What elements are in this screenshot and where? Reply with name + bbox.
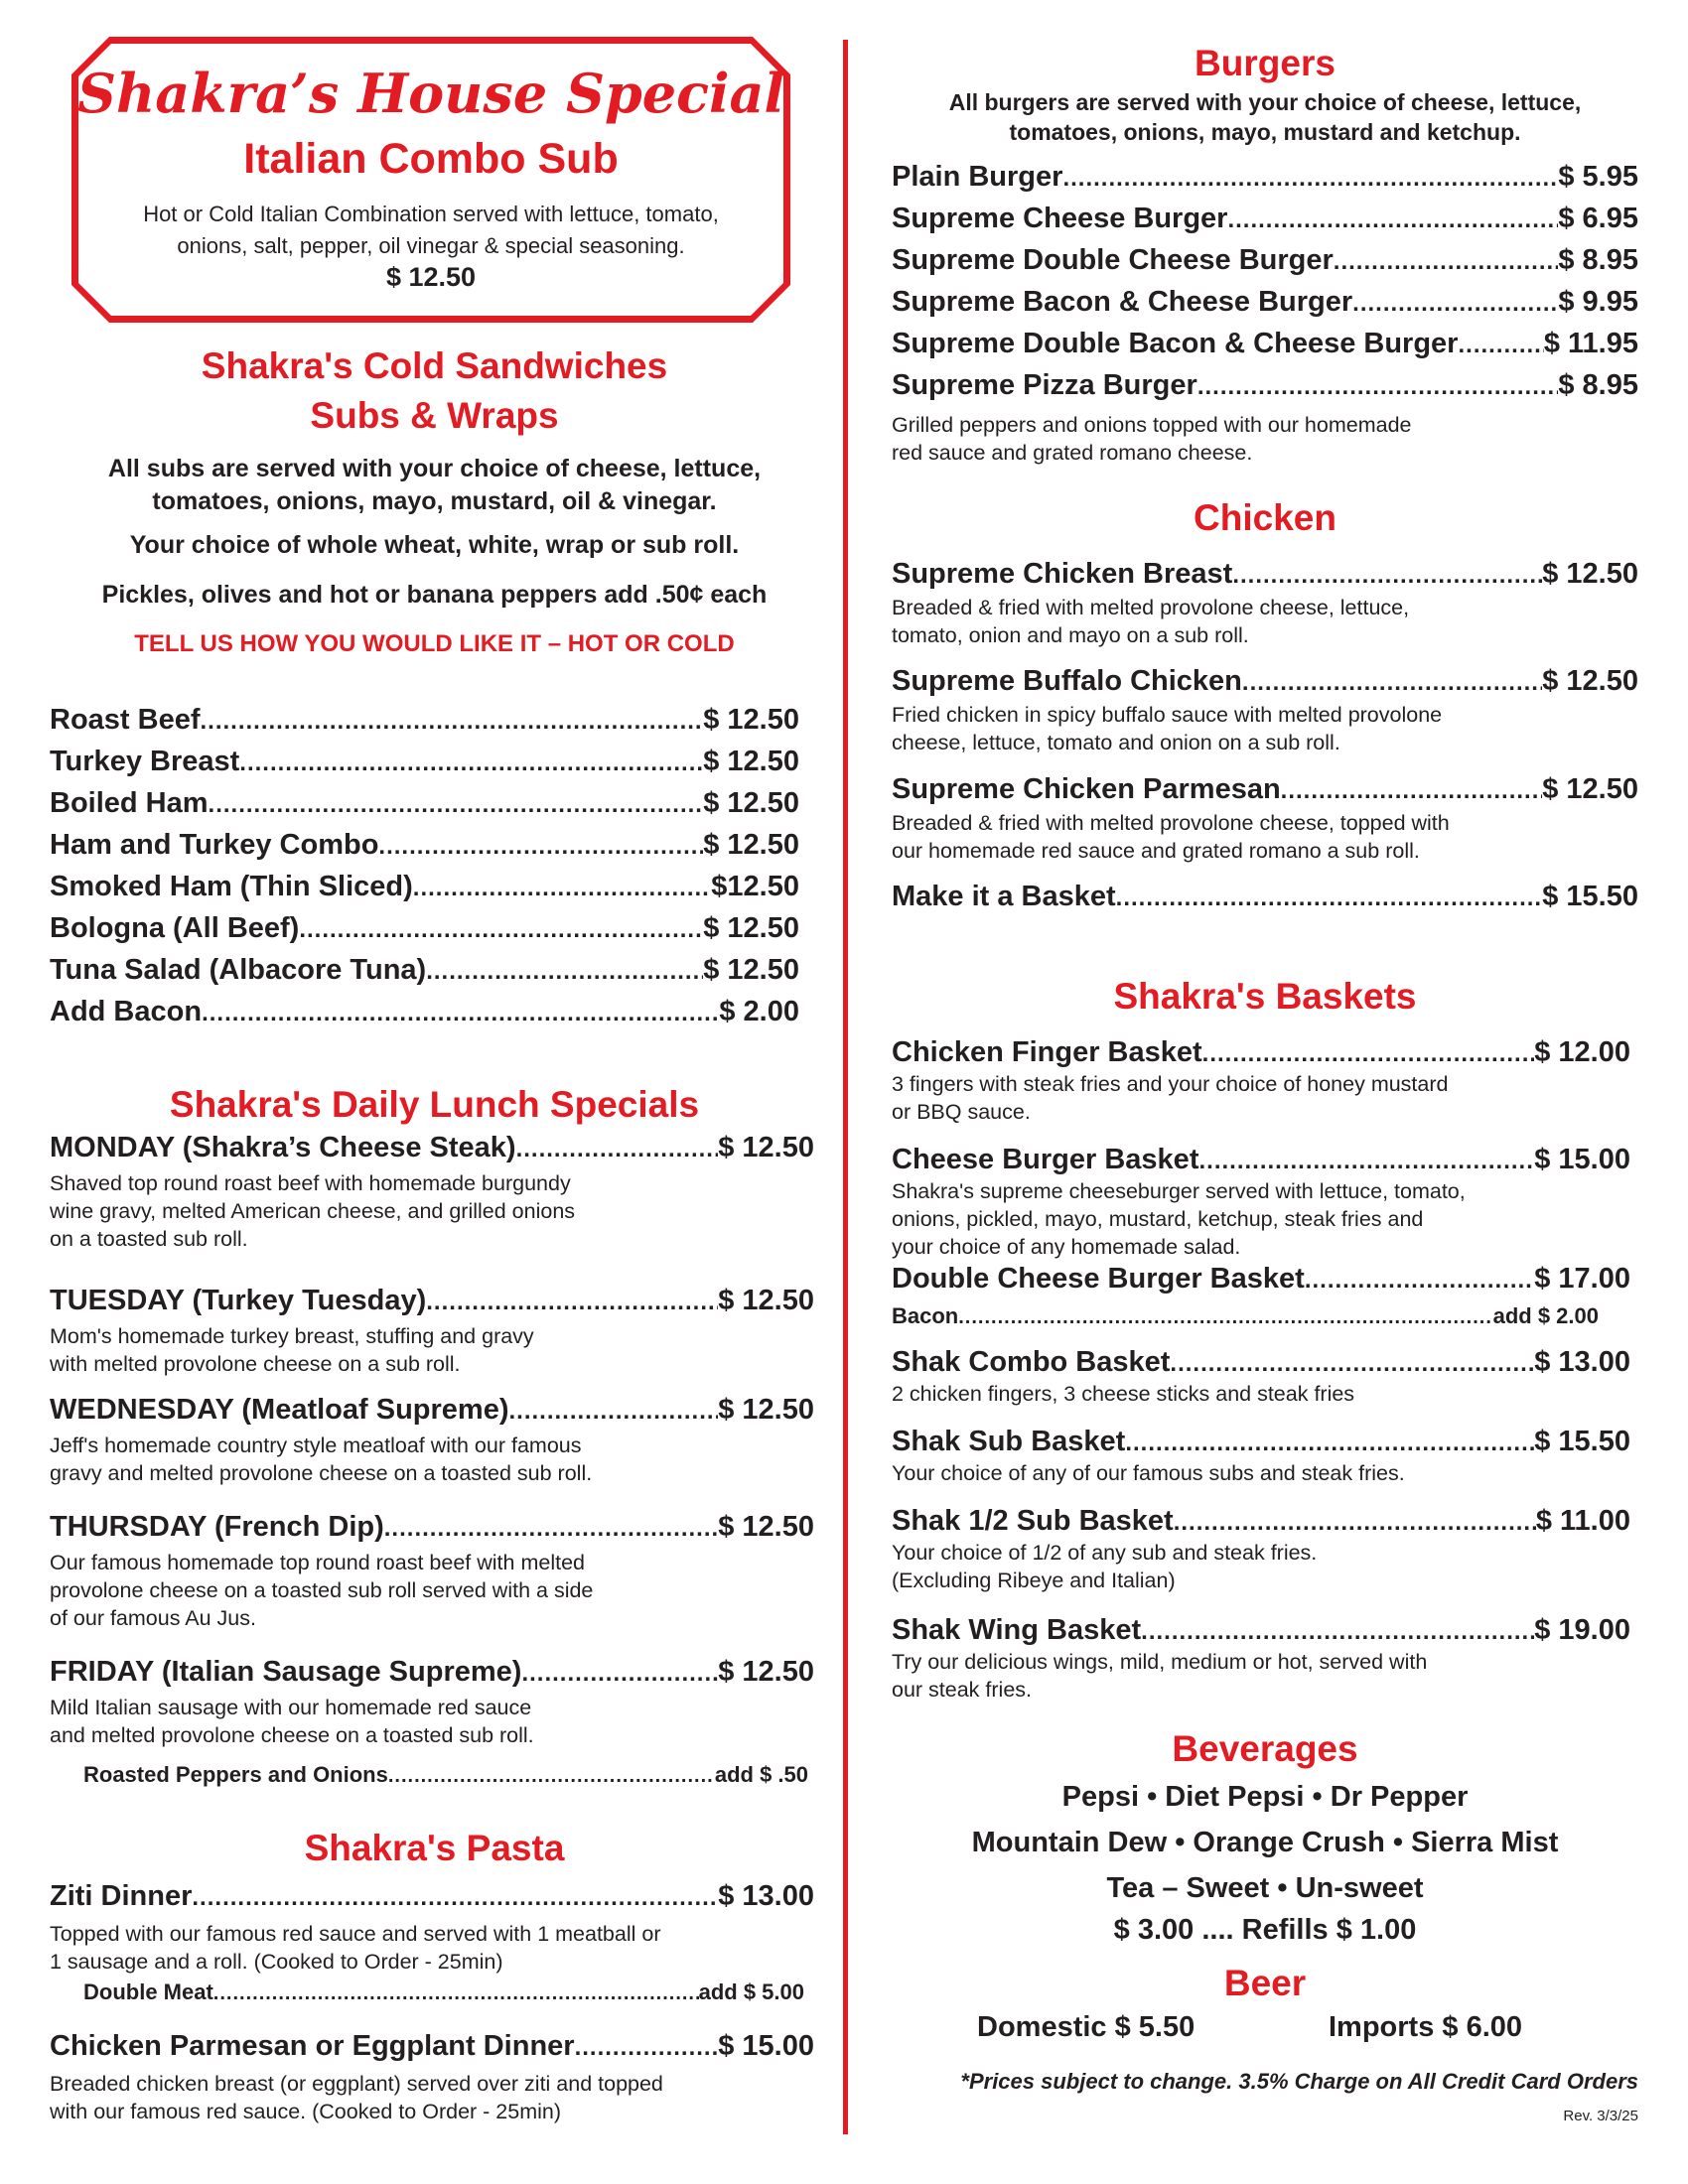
chicken-item-description: Breaded & fried with melted provolone cheese, topped with our homemade red sauce and grated romano a sub roll. bbox=[892, 811, 1450, 863]
cold-sandwiches-title: Shakra's Cold Sandwiches bbox=[201, 345, 668, 386]
beverages-line-sodas: Pepsi • Diet Pepsi • Dr Pepper bbox=[1061, 1781, 1469, 1813]
item-name: THURSDAY (French Dip) bbox=[50, 1511, 384, 1543]
item-name: Supreme Chicken Breast bbox=[892, 558, 1233, 590]
item-name: Boiled Ham bbox=[50, 787, 209, 819]
revision-date: Rev. 3/3/25 bbox=[1563, 2108, 1638, 2124]
item-price: $12.50 bbox=[711, 871, 799, 902]
item-price: $ 6.95 bbox=[1558, 203, 1638, 234]
item-price: $ 8.95 bbox=[1558, 244, 1638, 276]
roasted-peppers-addon bbox=[83, 1759, 808, 1791]
hot-or-cold-note: TELL US HOW YOU WOULD LIKE IT – HOT OR COLD bbox=[134, 630, 735, 657]
item-name: Supreme Buffalo Chicken bbox=[892, 665, 1242, 697]
item-name: FRIDAY (Italian Sausage Supreme) bbox=[50, 1656, 522, 1688]
menu-item-burger bbox=[892, 282, 1638, 322]
burgers-title: Burgers bbox=[1195, 43, 1336, 83]
item-price: $ 12.50 bbox=[703, 954, 799, 986]
item-price: $ 12.50 bbox=[703, 746, 799, 777]
menu-item-basket bbox=[892, 1342, 1630, 1382]
item-price: $ 11.00 bbox=[1535, 1505, 1630, 1537]
item-name: Roast Beef bbox=[50, 704, 201, 736]
menu-item-cold-sandwich bbox=[50, 992, 799, 1031]
item-name: Plain Burger bbox=[892, 161, 1063, 193]
item-name: Shak Wing Basket bbox=[892, 1614, 1142, 1646]
left-column bbox=[50, 0, 819, 2184]
item-name: Supreme Bacon & Cheese Burger bbox=[892, 286, 1353, 318]
item-name: Supreme Cheese Burger bbox=[892, 203, 1228, 234]
chicken-item-description: Breaded & fried with melted provolone cheese, lettuce, tomato, onion and mayo on a sub roll. bbox=[892, 596, 1410, 647]
beer-domestic: Domestic $ 5.50 bbox=[977, 2011, 1196, 2043]
menu-item-lunch-special bbox=[50, 1128, 814, 1167]
basket-item-description: Your choice of any of our famous subs and steak fries. bbox=[892, 1461, 1405, 1485]
item-name: MONDAY (Shakra’s Cheese Steak) bbox=[50, 1132, 516, 1163]
extras-note: Pickles, olives and hot or banana peppers add .50¢ each bbox=[101, 581, 768, 609]
addon-price: add $ 5.00 bbox=[698, 1979, 804, 2004]
double-meat-addon bbox=[83, 1977, 804, 2008]
item-price: $ 9.95 bbox=[1558, 286, 1638, 318]
basket-item-description: Your choice of 1/2 of any sub and steak fries. (Excluding Ribeye and Italian) bbox=[892, 1541, 1318, 1592]
item-price: $ 12.50 bbox=[718, 1511, 814, 1543]
item-price: $ 17.00 bbox=[1534, 1263, 1630, 1295]
menu-item-cold-sandwich bbox=[50, 825, 799, 865]
addon-name: Bacon bbox=[892, 1303, 959, 1328]
item-name: Double Cheese Burger Basket bbox=[892, 1263, 1305, 1295]
menu-item-cold-sandwich bbox=[50, 867, 799, 906]
item-name: Add Bacon bbox=[50, 996, 203, 1027]
basket-item-description: Shakra's supreme cheeseburger served with lettuce, tomato, onions, pickled, mayo, mustard, ketchup, steak fries and your choice of any homemade salad. bbox=[892, 1179, 1466, 1259]
chicken-title: Chicken bbox=[1194, 497, 1336, 538]
item-name: Shak 1/2 Sub Basket bbox=[892, 1505, 1174, 1537]
bread-choice-note: Your choice of whole wheat, white, wrap or sub roll. bbox=[129, 531, 740, 559]
item-price: $ 12.50 bbox=[718, 1656, 814, 1688]
menu-item-chicken-parmesan-dinner bbox=[50, 2026, 814, 2066]
item-price: $ 12.50 bbox=[703, 704, 799, 736]
menu-item-lunch-special bbox=[50, 1652, 814, 1692]
item-name: Ham and Turkey Combo bbox=[50, 829, 379, 861]
item-price: $ 15.50 bbox=[1534, 1426, 1630, 1457]
beverages-line-tea: Tea – Sweet • Un-sweet bbox=[1106, 1872, 1424, 1904]
menu-item-burger bbox=[892, 199, 1638, 238]
house-special-price: $ 12.50 bbox=[385, 262, 477, 292]
column-divider bbox=[843, 40, 848, 2134]
item-price: $ 12.50 bbox=[1542, 558, 1638, 590]
item-price: $ 5.95 bbox=[1558, 161, 1638, 193]
item-name: Chicken Parmesan or Eggplant Dinner bbox=[50, 2030, 575, 2062]
menu-item-burger bbox=[892, 324, 1638, 363]
menu-item-cold-sandwich bbox=[50, 950, 799, 990]
item-name: Ziti Dinner bbox=[50, 1880, 193, 1912]
addon-name: Roasted Peppers and Onions bbox=[83, 1762, 388, 1787]
item-price: $ 15.00 bbox=[1534, 1144, 1630, 1175]
item-price: $ 2.00 bbox=[719, 996, 799, 1027]
lunch-special-description: Mom's homemade turkey breast, stuffing and gravy with melted provolone cheese on a sub roll. bbox=[50, 1324, 534, 1376]
item-name: Supreme Pizza Burger bbox=[892, 369, 1197, 401]
menu-item-lunch-special bbox=[50, 1390, 814, 1430]
addon-price: add $ .50 bbox=[714, 1762, 808, 1787]
item-price: $ 12.50 bbox=[703, 829, 799, 861]
addon-name: Double Meat bbox=[83, 1979, 213, 2004]
item-name: Supreme Chicken Parmesan bbox=[892, 773, 1281, 805]
item-price: $ 12.50 bbox=[718, 1132, 814, 1163]
basket-item-description: 2 chicken fingers, 3 cheese sticks and steak fries bbox=[892, 1382, 1355, 1406]
bacon-addon bbox=[892, 1300, 1599, 1332]
addon-price: add $ 2.00 bbox=[1492, 1303, 1599, 1328]
item-price: $ 11.95 bbox=[1543, 328, 1638, 359]
item-name: Bologna (All Beef) bbox=[50, 912, 300, 944]
item-price: $ 13.00 bbox=[1534, 1346, 1630, 1378]
pasta-title: Shakra's Pasta bbox=[304, 1828, 565, 1868]
menu-item-ziti-dinner bbox=[50, 1876, 814, 1916]
item-price: $ 12.50 bbox=[703, 787, 799, 819]
menu-item-basket bbox=[892, 1259, 1630, 1298]
menu-item-chicken bbox=[892, 877, 1638, 916]
item-price: $ 19.00 bbox=[1534, 1614, 1630, 1646]
menu-item-chicken bbox=[892, 769, 1638, 809]
prices-note: *Prices subject to change. 3.5% Charge on All Credit Card Orders bbox=[960, 2069, 1638, 2094]
menu-item-basket bbox=[892, 1501, 1630, 1541]
lunch-special-description: Mild Italian sausage with our homemade red sauce and melted provolone cheese on a toasted sub roll. bbox=[50, 1696, 534, 1747]
baskets-title: Shakra's Baskets bbox=[1113, 976, 1417, 1017]
item-name: Supreme Double Bacon & Cheese Burger bbox=[892, 328, 1459, 359]
lunch-special-description: Shaved top round roast beef with homemade burgundy wine gravy, melted American cheese, and grilled onions on a toasted sub roll. bbox=[50, 1171, 576, 1251]
item-price: $ 12.50 bbox=[1542, 773, 1638, 805]
chicken-parmesan-dinner-description: Breaded chicken breast (or eggplant) served over ziti and topped with our famous red sauce. (Cooked to Order - 25min) bbox=[50, 2072, 663, 2123]
cold-sandwiches-note: All subs are served with your choice of cheese, lettuce, tomatoes, onions, mayo, mustard, oil & vinegar. bbox=[107, 455, 762, 515]
menu-item-chicken bbox=[892, 661, 1638, 701]
item-name: Make it a Basket bbox=[892, 881, 1116, 912]
pizza-burger-description: Grilled peppers and onions topped with our homemade red sauce and grated romano cheese. bbox=[892, 413, 1412, 465]
item-name: Supreme Double Cheese Burger bbox=[892, 244, 1334, 276]
menu-item-chicken bbox=[892, 554, 1638, 594]
item-name: WEDNESDAY (Meatloaf Supreme) bbox=[50, 1394, 509, 1426]
item-price: $ 13.00 bbox=[718, 1880, 814, 1912]
menu-item-burger bbox=[892, 365, 1638, 405]
item-name: Cheese Burger Basket bbox=[892, 1144, 1199, 1175]
burgers-note: All burgers are served with your choice of cheese, lettuce, tomatoes, onions, mayo, mustard and ketchup. bbox=[948, 89, 1582, 145]
menu-item-lunch-special bbox=[50, 1507, 814, 1547]
chicken-item-description: Fried chicken in spicy buffalo sauce with melted provolone cheese, lettuce, tomato and onion on a sub roll. bbox=[892, 703, 1443, 754]
item-price: $ 12.50 bbox=[718, 1285, 814, 1316]
basket-item-description: Try our delicious wings, mild, medium or hot, served with our steak fries. bbox=[892, 1650, 1428, 1702]
item-name: Tuna Salad (Albacore Tuna) bbox=[50, 954, 427, 986]
menu-item-cold-sandwich bbox=[50, 908, 799, 948]
item-name: Smoked Ham (Thin Sliced) bbox=[50, 871, 413, 902]
item-price: $ 8.95 bbox=[1558, 369, 1638, 401]
right-column bbox=[892, 0, 1638, 2184]
beer-imports: Imports $ 6.00 bbox=[1329, 2011, 1523, 2043]
lunch-special-description: Jeff's homemade country style meatloaf with our famous gravy and melted provolone cheese on a toasted sub roll. bbox=[50, 1433, 593, 1485]
item-price: $ 15.00 bbox=[718, 2030, 814, 2062]
item-price: $ 12.50 bbox=[703, 912, 799, 944]
cold-sandwiches-subtitle: Subs & Wraps bbox=[310, 395, 559, 436]
beer-title: Beer bbox=[1223, 1963, 1307, 2003]
house-special-description: Hot or Cold Italian Combination served with lettuce, tomato, onions, salt, pepper, oil vinegar & special seasoning. bbox=[143, 202, 719, 258]
beverages-line-more-sodas: Mountain Dew • Orange Crush • Sierra Mist bbox=[971, 1827, 1559, 1858]
menu-item-cold-sandwich bbox=[50, 783, 799, 823]
menu-item-cold-sandwich bbox=[50, 742, 799, 781]
ziti-dinner-description: Topped with our famous red sauce and served with 1 meatball or 1 sausage and a roll. (Cooked to Order - 25min) bbox=[50, 1922, 661, 1974]
item-name: TUESDAY (Turkey Tuesday) bbox=[50, 1285, 427, 1316]
menu-item-burger bbox=[892, 157, 1638, 197]
house-special-title: Shakra’s House Special bbox=[77, 62, 784, 125]
menu-item-burger bbox=[892, 240, 1638, 280]
menu-item-lunch-special bbox=[50, 1281, 814, 1320]
menu-item-basket bbox=[892, 1610, 1630, 1650]
basket-item-description: 3 fingers with steak fries and your choice of honey mustard or BBQ sauce. bbox=[892, 1072, 1449, 1124]
menu-item-basket bbox=[892, 1032, 1630, 1072]
item-price: $ 15.50 bbox=[1542, 881, 1638, 912]
item-name: Shak Sub Basket bbox=[892, 1426, 1126, 1457]
menu-item-cold-sandwich bbox=[50, 700, 799, 740]
beverages-price: $ 3.00 .... Refills $ 1.00 bbox=[1113, 1914, 1417, 1946]
house-special-subtitle: Italian Combo Sub bbox=[243, 135, 619, 183]
menu-item-basket bbox=[892, 1140, 1630, 1179]
item-name: Chicken Finger Basket bbox=[892, 1036, 1202, 1068]
item-price: $ 12.50 bbox=[1542, 665, 1638, 697]
menu-item-basket bbox=[892, 1422, 1630, 1461]
item-price: $ 12.00 bbox=[1534, 1036, 1630, 1068]
item-name: Shak Combo Basket bbox=[892, 1346, 1171, 1378]
item-name: Turkey Breast bbox=[50, 746, 240, 777]
lunch-special-description: Our famous homemade top round roast beef with melted provolone cheese on a toasted sub roll served with a side of our famous Au Jus. bbox=[50, 1551, 594, 1630]
item-price: $ 12.50 bbox=[718, 1394, 814, 1426]
beverages-title: Beverages bbox=[1172, 1728, 1358, 1769]
lunch-specials-title: Shakra's Daily Lunch Specials bbox=[169, 1084, 700, 1125]
